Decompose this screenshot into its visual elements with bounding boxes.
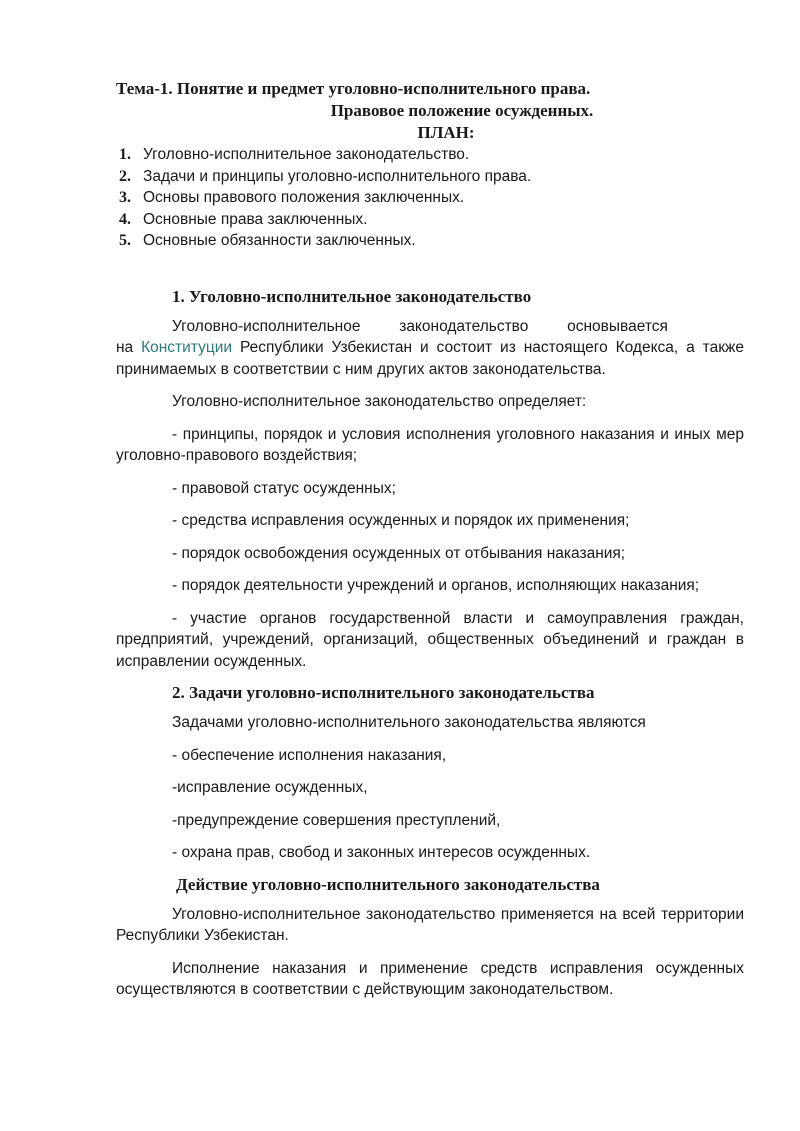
plan-item-text: Задачи и принципы уголовно-исполнительного права. [143, 167, 532, 185]
plan-item-number: 3. [119, 189, 131, 206]
plan-item [116, 166, 744, 188]
document-subtitle: Правовое положение осужденных. [330, 101, 594, 120]
section1-list-item: - средства исправления осужденных и порядок их применения; [172, 512, 630, 529]
section3-paragraph-territory: Уголовно-исполнительное законодательство применяется на всей территории Республики Узбекистан. [116, 905, 744, 944]
section1-paragraph-basis [116, 316, 744, 381]
section1-list-item: - правовой статус осужденных; [172, 479, 396, 497]
plan-heading: ПЛАН: [417, 123, 475, 142]
plan-item [116, 144, 744, 166]
plan-item-number: 2. [119, 167, 131, 185]
section2-intro: Задачами уголовно-исполнительного законодательства являются [172, 714, 646, 731]
section1-paragraph-defines: Уголовно-исполнительное законодательство определяет: [172, 393, 587, 410]
paragraph-text: Республики Узбекистан и состоит из настоящего Кодекса, а также принимаемых в соответствии с ним других актов законодательства. [116, 339, 744, 378]
constitution-link[interactable]: Конституции [141, 339, 233, 356]
plan-item [116, 187, 744, 209]
document-title: Тема-1. Понятие и предмет уголовно-исполнительного права. [116, 79, 591, 98]
section-heading-tasks: 2. Задачи уголовно-исполнительного законодательства [172, 683, 595, 702]
section2-list-item: -предупреждение совершения преступлений, [172, 811, 501, 829]
plan-item-number: 1. [119, 146, 131, 163]
plan-item-text: Основные обязанности заключенных. [143, 232, 416, 249]
section2-list-item: -исправление осужденных, [172, 779, 368, 796]
section2-list-item: - охрана прав, свобод и законных интересов осужденных. [172, 844, 591, 861]
section1-list-item: - участие органов государственной власти и самоуправления граждан, предприятий, учреждений, организаций, общественных объединений и граждан в исправлении осужденных. [116, 609, 744, 670]
plan-item [116, 230, 744, 252]
paragraph-text: Уголовно-исполнительное законодательство основывается [172, 317, 668, 335]
section2-list-item: - обеспечение исполнения наказания, [172, 746, 447, 764]
plan-item-text: Основные права заключенных. [143, 210, 368, 228]
plan-list [116, 144, 744, 252]
paragraph-text: на [116, 339, 142, 356]
section-heading-legislation: 1. Уголовно-исполнительное законодательство [172, 286, 532, 306]
plan-item-number: 5. [119, 232, 131, 249]
section-heading-effect: Действие уголовно-исполнительного законодательства [176, 874, 600, 894]
plan-item-number: 4. [119, 210, 131, 228]
plan-item [116, 209, 744, 231]
plan-item-text: Уголовно-исполнительное законодательство. [143, 146, 470, 163]
section3-paragraph-execution: Исполнение наказания и применение средств исправления осужденных осуществляются в соответствии с действующим законодательством. [116, 959, 744, 998]
section1-list-item: - принципы, порядок и условия исполнения уголовного наказания и иных мер уголовно-правового воздействия; [116, 425, 744, 464]
section1-list-item: - порядок деятельности учреждений и органов, исполняющих наказания; [172, 577, 700, 594]
document-page [116, 78, 744, 1001]
plan-item-text: Основы правового положения заключенных. [143, 189, 465, 206]
section1-list-item: - порядок освобождения осужденных от отбывания наказания; [172, 544, 626, 562]
